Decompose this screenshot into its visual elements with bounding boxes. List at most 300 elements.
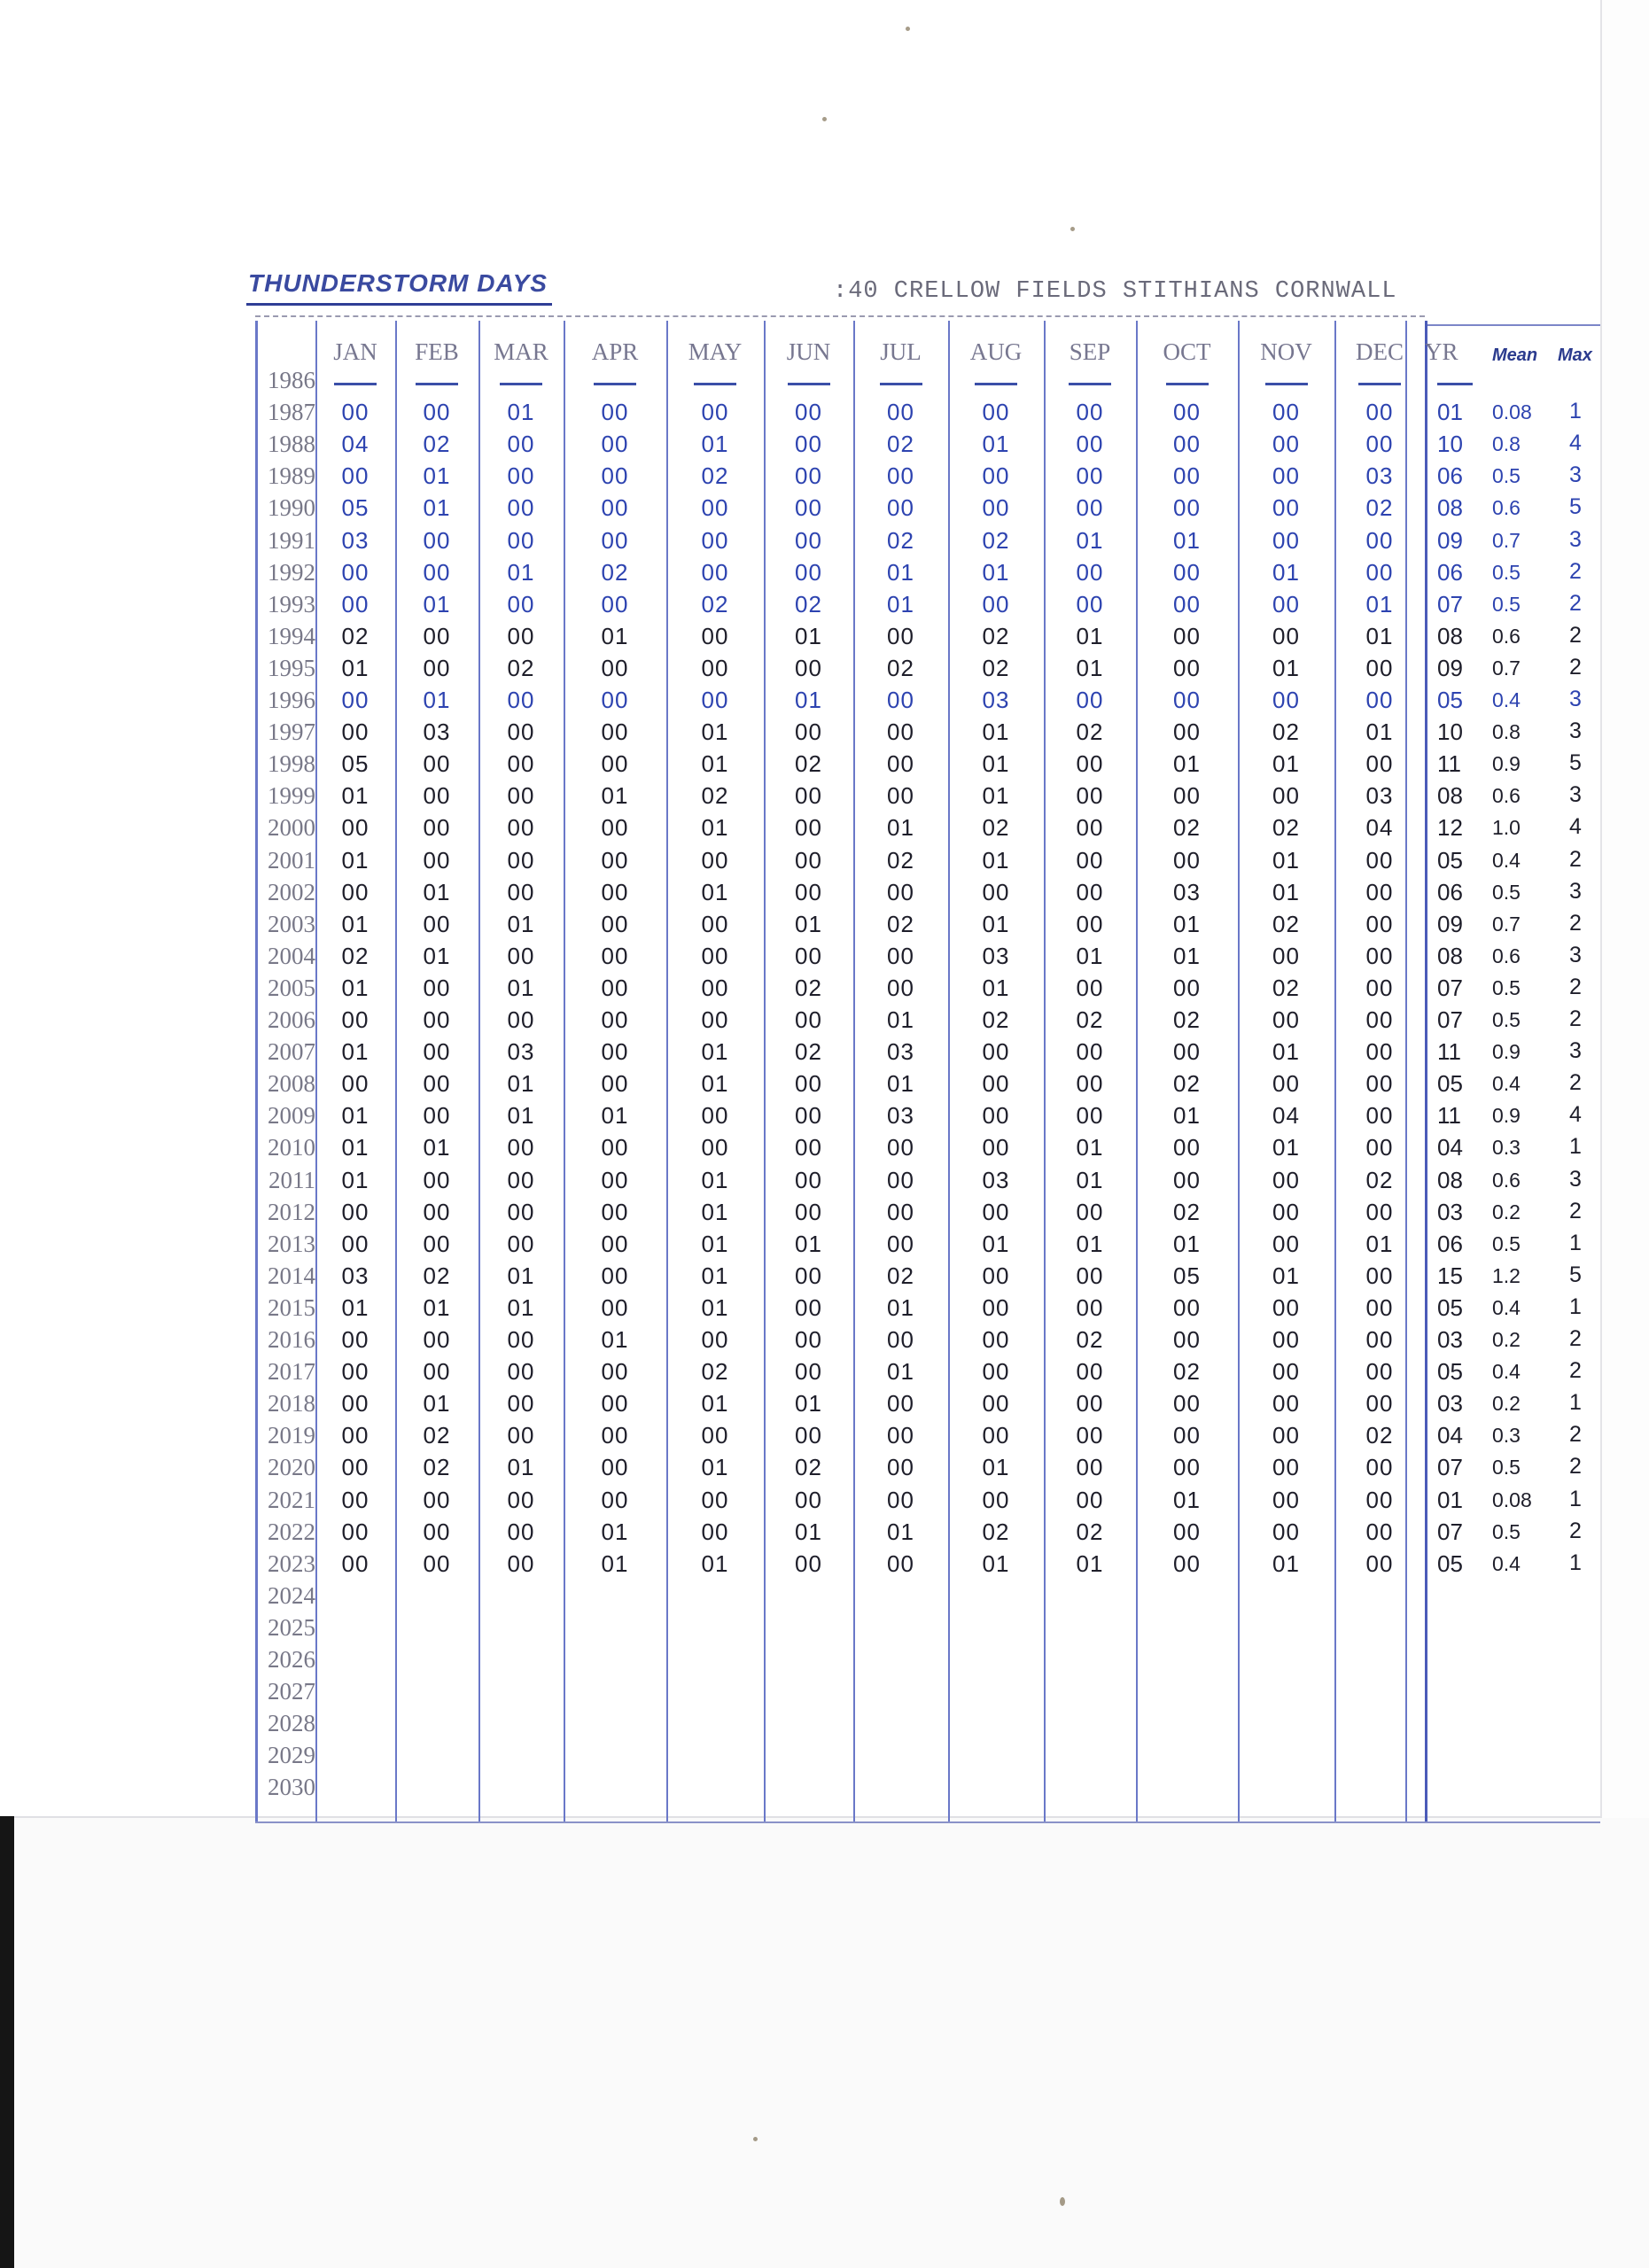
month-value: 00 — [601, 1230, 629, 1257]
month-value: 02 — [341, 622, 369, 649]
month-value: 00 — [982, 1038, 1010, 1066]
monthly-mean: 0.8 — [1492, 720, 1521, 744]
monthly-max: 2 — [1569, 1326, 1582, 1351]
year-total: 06 — [1437, 558, 1463, 586]
month-value: 01 — [341, 974, 369, 1001]
year-total: 08 — [1437, 494, 1463, 522]
month-value: 00 — [795, 654, 822, 681]
month-value: 00 — [795, 1134, 822, 1161]
month-value: 02 — [423, 1262, 451, 1289]
month-value: 00 — [1365, 687, 1394, 713]
month-value: 00 — [423, 1550, 451, 1577]
monthly-mean: 0.4 — [1492, 848, 1521, 872]
month-value: 01 — [423, 1390, 451, 1418]
month-value: 00 — [1076, 974, 1104, 1001]
month-value: 01 — [701, 1390, 729, 1418]
month-value: 01 — [341, 1102, 369, 1130]
year-label-2014: 2014 — [268, 1262, 315, 1289]
month-value: 00 — [341, 1230, 369, 1257]
month-value: 00 — [601, 399, 629, 426]
month-value: 00 — [795, 846, 822, 874]
month-value: 00 — [795, 878, 822, 905]
month-value: 00 — [887, 494, 914, 522]
month-value: 00 — [341, 1326, 369, 1353]
month-value: 00 — [982, 399, 1010, 426]
month-value: 02 — [982, 1518, 1010, 1545]
year-total: 05 — [1437, 1070, 1463, 1098]
month-value: 00 — [795, 1486, 822, 1513]
month-value: 00 — [1365, 846, 1394, 874]
month-value: 00 — [507, 1390, 535, 1418]
monthly-max: 5 — [1569, 494, 1582, 520]
month-value: 00 — [601, 1006, 629, 1033]
monthly-mean: 0.9 — [1492, 1104, 1521, 1128]
month-value: 00 — [795, 814, 822, 842]
month-value: 00 — [1076, 910, 1104, 937]
monthly-mean: 0.6 — [1492, 496, 1521, 520]
month-value: 00 — [1365, 1134, 1394, 1161]
month-value: 03 — [887, 1102, 914, 1130]
month-value: 00 — [1365, 1102, 1394, 1130]
year-label-1986: 1986 — [268, 367, 315, 393]
monthly-mean: 0.4 — [1492, 1551, 1521, 1575]
monthly-mean: 0.5 — [1492, 880, 1521, 904]
month-value: 02 — [1272, 910, 1300, 937]
month-value: 02 — [795, 1038, 822, 1066]
year-total: 09 — [1437, 910, 1463, 937]
month-value: 00 — [601, 462, 629, 490]
monthly-max: 5 — [1569, 750, 1582, 776]
month-value: 00 — [1365, 1358, 1394, 1386]
year-total: 01 — [1437, 1486, 1463, 1513]
month-header-underline — [1069, 383, 1111, 385]
month-value: 00 — [341, 1358, 369, 1386]
month-value: 01 — [423, 878, 451, 905]
month-value: 00 — [701, 622, 729, 649]
year-total: 05 — [1437, 1358, 1463, 1386]
month-value: 00 — [507, 1422, 535, 1449]
monthly-max: 2 — [1569, 1070, 1582, 1096]
year-label-2019: 2019 — [268, 1422, 315, 1449]
month-value: 00 — [795, 718, 822, 746]
month-value: 01 — [423, 462, 451, 490]
month-value: 00 — [887, 462, 914, 490]
month-value: 00 — [1173, 1550, 1201, 1577]
month-value: 01 — [1076, 1166, 1104, 1193]
month-value: 00 — [887, 718, 914, 746]
month-value: 00 — [423, 558, 451, 586]
month-value: 01 — [1173, 942, 1201, 969]
month-value: 00 — [1272, 1006, 1300, 1033]
month-value: 00 — [423, 974, 451, 1001]
monthly-max: 2 — [1569, 1358, 1582, 1384]
month-header-underline — [1265, 383, 1308, 385]
month-value: 00 — [982, 462, 1010, 490]
year-label-2004: 2004 — [268, 942, 315, 969]
year-total: 07 — [1437, 1518, 1463, 1545]
paper-speck — [1070, 227, 1075, 231]
month-value: 00 — [341, 878, 369, 905]
month-value: 01 — [887, 558, 914, 586]
month-header-jul: JUL — [880, 338, 922, 365]
month-header-jun: JUN — [786, 338, 831, 365]
year-label-2008: 2008 — [268, 1070, 315, 1098]
month-value: 00 — [601, 1486, 629, 1513]
month-value: 00 — [1272, 1358, 1300, 1386]
month-value: 00 — [701, 1006, 729, 1033]
year-label-1997: 1997 — [268, 718, 315, 746]
month-value: 00 — [341, 1006, 369, 1033]
month-value: 01 — [701, 431, 729, 458]
month-value: 03 — [341, 526, 369, 554]
month-value: 00 — [1272, 462, 1300, 490]
monthly-mean: 0.5 — [1492, 1008, 1521, 1031]
month-value: 00 — [1173, 494, 1201, 522]
month-value: 01 — [1173, 1102, 1201, 1130]
monthly-mean: 0.6 — [1492, 624, 1521, 648]
month-value: 02 — [701, 1358, 729, 1386]
year-label-1988: 1988 — [268, 431, 315, 458]
month-value: 00 — [507, 878, 535, 905]
month-value: 00 — [1173, 1134, 1201, 1161]
year-label-1991: 1991 — [268, 526, 315, 554]
month-value: 01 — [701, 1070, 729, 1098]
month-value: 00 — [507, 782, 535, 810]
month-value: 00 — [982, 1486, 1010, 1513]
year-label-2024: 2024 — [268, 1581, 315, 1609]
month-value: 00 — [982, 1102, 1010, 1130]
month-value: 01 — [601, 1326, 629, 1353]
month-value: 00 — [507, 814, 535, 842]
monthly-mean: 0.6 — [1492, 1168, 1521, 1192]
monthly-max: 1 — [1569, 1390, 1582, 1416]
month-value: 00 — [982, 1422, 1010, 1449]
month-value: 00 — [601, 718, 629, 746]
month-value: 00 — [982, 1070, 1010, 1098]
month-value: 00 — [601, 1070, 629, 1098]
month-value: 01 — [701, 1262, 729, 1289]
month-value: 00 — [1365, 526, 1394, 554]
monthly-max: 2 — [1569, 654, 1582, 680]
month-value: 01 — [1272, 654, 1300, 681]
month-value: 00 — [507, 590, 535, 617]
month-value: 03 — [1365, 462, 1394, 490]
month-value: 00 — [1365, 1390, 1394, 1418]
month-value: 04 — [1365, 814, 1394, 842]
month-value: 00 — [341, 1486, 369, 1513]
month-value: 02 — [701, 782, 729, 810]
month-value: 02 — [1076, 1006, 1104, 1033]
month-value: 00 — [1076, 878, 1104, 905]
month-value: 01 — [701, 1454, 729, 1481]
year-label-2017: 2017 — [268, 1358, 315, 1386]
month-value: 01 — [1076, 1230, 1104, 1257]
month-value: 01 — [795, 1390, 822, 1418]
year-label-2010: 2010 — [268, 1134, 315, 1161]
month-value: 00 — [601, 910, 629, 937]
year-label-2011: 2011 — [268, 1166, 315, 1193]
month-value: 01 — [982, 1550, 1010, 1577]
month-value: 00 — [1365, 910, 1394, 937]
month-value: 00 — [1272, 1518, 1300, 1545]
month-value: 00 — [887, 974, 914, 1001]
month-value: 00 — [423, 846, 451, 874]
year-total: 08 — [1437, 782, 1463, 810]
month-value: 02 — [795, 590, 822, 617]
monthly-max: 2 — [1569, 974, 1582, 999]
month-value: 00 — [982, 1262, 1010, 1289]
month-value: 00 — [1272, 782, 1300, 810]
month-value: 01 — [701, 1550, 729, 1577]
month-value: 00 — [701, 399, 729, 426]
month-value: 00 — [1365, 1262, 1394, 1289]
month-header-aug: AUG — [969, 338, 1023, 365]
month-value: 01 — [1272, 1550, 1300, 1577]
year-total: 08 — [1437, 942, 1463, 969]
month-value: 00 — [423, 1486, 451, 1513]
month-value: 00 — [423, 1198, 451, 1225]
month-value: 00 — [1076, 590, 1104, 617]
year-label-2027: 2027 — [268, 1678, 315, 1705]
monthly-mean: 0.9 — [1492, 1040, 1521, 1064]
year-label-2007: 2007 — [268, 1038, 315, 1066]
year-label-2013: 2013 — [268, 1230, 315, 1257]
month-value: 02 — [1272, 718, 1300, 746]
year-total: 09 — [1437, 526, 1463, 554]
monthly-mean: 0.4 — [1492, 688, 1521, 711]
month-value: 00 — [795, 1262, 822, 1289]
month-value: 02 — [507, 654, 535, 681]
year-label-2023: 2023 — [268, 1550, 315, 1577]
month-value: 03 — [982, 687, 1010, 713]
monthly-mean: 0.4 — [1492, 1072, 1521, 1096]
year-label-1999: 1999 — [268, 782, 315, 810]
month-value: 00 — [701, 526, 729, 554]
month-value: 00 — [1076, 1390, 1104, 1418]
year-label-2016: 2016 — [268, 1326, 315, 1353]
year-total: 08 — [1437, 622, 1463, 649]
month-value: 00 — [1076, 399, 1104, 426]
month-value: 00 — [701, 846, 729, 874]
monthly-mean: 0.7 — [1492, 528, 1521, 552]
month-value: 00 — [982, 494, 1010, 522]
month-value: 00 — [1272, 431, 1300, 458]
mean-header: Mean — [1492, 346, 1538, 365]
month-value: 00 — [423, 1102, 451, 1130]
monthly-max: 2 — [1569, 622, 1582, 648]
month-value: 00 — [1272, 1454, 1300, 1481]
year-total: 03 — [1437, 1390, 1463, 1418]
month-value: 02 — [887, 526, 914, 554]
month-value: 00 — [507, 942, 535, 969]
month-header-nov: NOV — [1260, 338, 1312, 365]
month-value: 00 — [1365, 1293, 1394, 1321]
month-value: 00 — [423, 1038, 451, 1066]
month-value: 01 — [982, 431, 1010, 458]
month-value: 00 — [601, 1358, 629, 1386]
month-value: 01 — [982, 1454, 1010, 1481]
month-value: 01 — [423, 942, 451, 969]
month-value: 00 — [1076, 1198, 1104, 1225]
month-value: 01 — [887, 1518, 914, 1545]
month-value: 02 — [423, 1422, 451, 1449]
month-value: 01 — [887, 1006, 914, 1033]
month-value: 00 — [887, 1198, 914, 1225]
month-value: 00 — [1173, 1166, 1201, 1193]
monthly-mean: 0.2 — [1492, 1328, 1521, 1351]
month-value: 00 — [1272, 590, 1300, 617]
month-value: 00 — [1365, 942, 1394, 969]
year-label-2009: 2009 — [268, 1102, 315, 1130]
month-value: 02 — [1076, 1326, 1104, 1353]
month-value: 01 — [507, 1262, 535, 1289]
month-value: 00 — [1076, 814, 1104, 842]
month-header-underline — [694, 383, 736, 385]
monthly-max: 1 — [1569, 1230, 1582, 1255]
month-value: 00 — [795, 942, 822, 969]
month-value: 00 — [507, 622, 535, 649]
year-label-2029: 2029 — [268, 1742, 315, 1769]
month-value: 00 — [1173, 1326, 1201, 1353]
month-header-may: MAY — [688, 338, 743, 365]
month-value: 00 — [1272, 1166, 1300, 1193]
month-value: 01 — [1272, 878, 1300, 905]
month-value: 04 — [341, 431, 369, 458]
month-value: 00 — [601, 1134, 629, 1161]
month-value: 02 — [982, 622, 1010, 649]
month-value: 00 — [423, 1006, 451, 1033]
month-value: 00 — [795, 782, 822, 810]
month-value: 02 — [795, 974, 822, 1001]
month-value: 00 — [887, 1454, 914, 1481]
month-value: 01 — [982, 910, 1010, 937]
month-value: 00 — [1365, 878, 1394, 905]
month-value: 00 — [1272, 1198, 1300, 1225]
month-value: 01 — [601, 1102, 629, 1130]
month-value: 01 — [982, 782, 1010, 810]
month-header-underline — [975, 383, 1017, 385]
month-value: 00 — [341, 1454, 369, 1481]
month-value: 00 — [1173, 431, 1201, 458]
month-value: 00 — [601, 750, 629, 778]
month-value: 01 — [701, 1230, 729, 1257]
year-total: 06 — [1437, 1230, 1463, 1257]
month-value: 00 — [1076, 494, 1104, 522]
month-value: 01 — [423, 590, 451, 617]
month-value: 01 — [887, 1293, 914, 1321]
monthly-max: 4 — [1569, 431, 1582, 456]
yr-header-underline — [1437, 383, 1473, 385]
month-value: 01 — [1173, 1230, 1201, 1257]
month-value: 00 — [341, 718, 369, 746]
month-value: 00 — [1365, 1038, 1394, 1066]
month-value: 00 — [1076, 558, 1104, 586]
month-value: 00 — [601, 814, 629, 842]
year-total: 04 — [1437, 1134, 1463, 1161]
month-value: 00 — [507, 1550, 535, 1577]
month-value: 01 — [982, 974, 1010, 1001]
month-value: 00 — [1173, 399, 1201, 426]
year-label-2000: 2000 — [268, 814, 315, 842]
month-value: 00 — [1076, 1486, 1104, 1513]
month-value: 03 — [507, 1038, 535, 1066]
month-value: 00 — [423, 654, 451, 681]
monthly-mean: 0.2 — [1492, 1392, 1521, 1416]
month-value: 00 — [507, 687, 535, 713]
month-value: 00 — [1365, 1198, 1394, 1225]
month-value: 00 — [1365, 654, 1394, 681]
month-value: 00 — [1076, 462, 1104, 490]
monthly-mean: 0.6 — [1492, 944, 1521, 967]
year-total: 11 — [1437, 1038, 1461, 1066]
month-value: 00 — [601, 1390, 629, 1418]
month-value: 01 — [982, 750, 1010, 778]
month-value: 00 — [887, 1422, 914, 1449]
month-value: 00 — [982, 1293, 1010, 1321]
year-label-1990: 1990 — [268, 494, 315, 522]
month-value: 00 — [1076, 846, 1104, 874]
month-value: 00 — [982, 1326, 1010, 1353]
month-value: 00 — [887, 687, 914, 713]
month-value: 00 — [701, 558, 729, 586]
month-value: 01 — [1173, 750, 1201, 778]
month-value: 02 — [1076, 1518, 1104, 1545]
month-value: 03 — [423, 718, 451, 746]
month-value: 01 — [701, 750, 729, 778]
month-value: 00 — [341, 1518, 369, 1545]
month-value: 01 — [341, 846, 369, 874]
monthly-mean: 0.5 — [1492, 592, 1521, 616]
monthly-max: 2 — [1569, 910, 1582, 936]
month-value: 00 — [423, 1358, 451, 1386]
year-total: 11 — [1437, 1102, 1461, 1130]
month-value: 00 — [507, 494, 535, 522]
month-value: 01 — [795, 910, 822, 937]
year-label-2005: 2005 — [268, 974, 315, 1001]
year-label-2030: 2030 — [268, 1774, 315, 1801]
month-value: 00 — [507, 750, 535, 778]
month-value: 01 — [701, 814, 729, 842]
month-value: 01 — [982, 846, 1010, 874]
monthly-max: 2 — [1569, 1422, 1582, 1448]
month-value: 00 — [887, 399, 914, 426]
month-value: 05 — [341, 494, 369, 522]
month-value: 02 — [1173, 1070, 1201, 1098]
month-value: 00 — [795, 1326, 822, 1353]
year-label-2028: 2028 — [268, 1710, 315, 1737]
month-value: 00 — [341, 1422, 369, 1449]
monthly-mean: 0.08 — [1492, 1487, 1532, 1511]
month-value: 00 — [1076, 1102, 1104, 1130]
month-value: 01 — [423, 1134, 451, 1161]
month-value: 01 — [1272, 558, 1300, 586]
month-value: 00 — [1076, 750, 1104, 778]
month-value: 00 — [795, 1550, 822, 1577]
month-header-underline — [880, 383, 922, 385]
month-value: 00 — [701, 942, 729, 969]
monthly-max: 1 — [1569, 399, 1582, 424]
month-value: 01 — [507, 1070, 535, 1098]
month-value: 00 — [795, 558, 822, 586]
month-value: 00 — [423, 1518, 451, 1545]
month-value: 00 — [1173, 846, 1201, 874]
month-value: 00 — [423, 1230, 451, 1257]
month-value: 00 — [1272, 494, 1300, 522]
monthly-mean: 0.3 — [1492, 1424, 1521, 1448]
monthly-mean: 0.4 — [1492, 1360, 1521, 1384]
month-value: 02 — [1365, 1166, 1394, 1193]
year-label-2021: 2021 — [268, 1486, 315, 1513]
